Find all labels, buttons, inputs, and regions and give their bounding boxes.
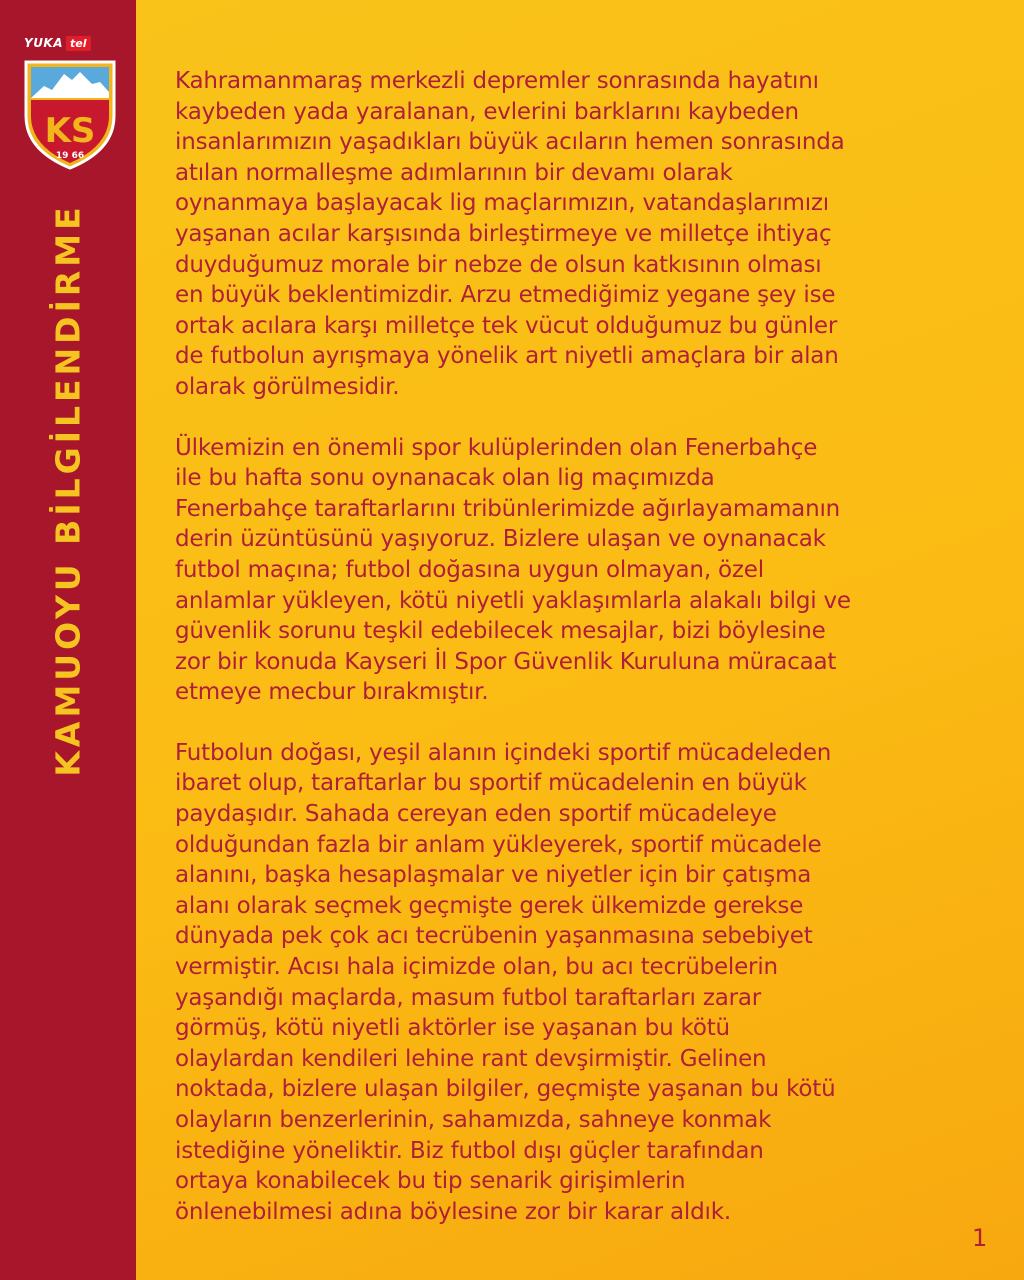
crest-year: 19 66 [55,151,85,161]
club-crest-icon [22,58,118,170]
paragraph-1: Kahramanmaraş merkezli depremler sonrasında hayatını kaybeden yada yaralanan, evlerini barklarını kaybeden insanlarımızın yaşadıkları büyük acıların hemen sonrasında atılan normalleşme adımlarının bir devamı olarak oynanmaya başlayacak lig maçlarımızın, vatandaşlarımızı yaşanan acılar karşısında birleştirmeye ve milletçe ihtiyaç duyduğumuz morale bir nebze de olsun katkısının olması en büyük beklentimizdir. Arzu etmediğimiz yegane şey ise ortak acılara karşı milletçe tek vücut olduğumuz bu günler de futbolun ayrışmaya yönelik art niyetli amaçlara bir alan olarak görülmesidir. [175,68,845,400]
page-number: 1 [972,1224,988,1252]
announcement-title: KAMUOYU BİLGİLENDİRME [48,203,88,777]
crest-letters: KS [44,111,96,151]
sponsor-brand-main: YUKA [24,36,64,50]
sidebar [0,0,136,1280]
announcement-body [175,66,990,1227]
paragraph-3: Futbolun doğası, yeşil alanın içindeki sportif mücadeleden ibaret olup, taraftarlar bu sportif mücadelenin en büyük paydaşıdır. Sahada cereyan eden sportif mücadeleye olduğundan fazla bir anlam yükleyerek, sportif mücadele alanını, başka hesaplaşmalar ve niyetler için bir çatışma alanı olarak seçmek geçmişte gerek ülkemizde gerekse dünyada pek çok acı tecrübenin yaşanmasına sebebiyet vermiştir. Acısı hala içimizde olan, bu acı tecrübelerin yaşandığı maçlarda, masum futbol taraftarları zarar görmüş, kötü niyetli aktörler ise yaşanan bu kötü olaylardan kendileri lehine rant devşirmiştir. Gelinen noktada, bizlere ulaşan bilgiler, geçmişte yaşanan bu kötü olayların benzerlerinin, sahamızda, sahneye konmak istediğine yöneliktir. Biz futbol dışı güçler tarafından ortaya konabilecek bu tip senarik girişimlerin önlenebilmesi adına böylesine zor bir karar aldık. [175,739,836,1225]
sponsor-brand-tag: tel [66,36,91,51]
paragraph-2: Ülkemizin en önemli spor kulüplerinden olan Fenerbahçe ile bu hafta sonu oynanacak olan lig maçımızda Fenerbahçe taraftarlarını tribünlerimizde ağırlayamamanın derin üzüntüsünü yaşıyoruz. Bizlere ulaşan ve oynanacak futbol maçına; futbol doğasına uygun olmayan, özel anlamlar yükleyen, kötü niyetli yaklaşımlarla alakalı bilgi ve güvenlik sorunu teşkil edebilecek mesajlar, bizi böylesine zor bir konuda Kayseri İl Spor Güvenlik Kuruluna müracaat etmeye mecbur bırakmıştır. [175,434,851,706]
sponsor-logo [24,34,116,52]
